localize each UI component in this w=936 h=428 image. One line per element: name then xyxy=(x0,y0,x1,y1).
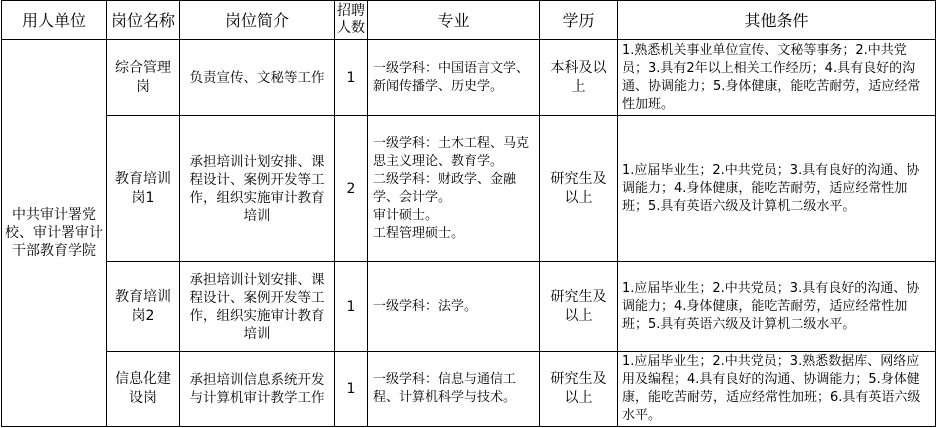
header-intro: 岗位简介 xyxy=(180,1,335,40)
major-requirement xyxy=(368,262,540,352)
major-requirement xyxy=(368,116,540,262)
major-line: 二级学科：财政学、金融学、会计学。 xyxy=(373,171,517,205)
hire-count: 1 xyxy=(335,262,368,352)
other-conditions: 1.应届毕业生；2.中共党员；3.具有良好的沟通、协调能力；4.身体健康，能吃苦耐劳，适应经常性加班；5.具有英语六级及计算机二级水平。 xyxy=(618,116,936,262)
hire-count: 1 xyxy=(335,352,368,427)
position-name: 教育培训岗1 xyxy=(107,116,180,262)
major-line: 一级学科：中国语言文学、新闻传播学、历史学。 xyxy=(373,60,530,94)
header-count: 招聘人数 xyxy=(335,1,368,40)
header-major: 专业 xyxy=(368,1,540,40)
unit-name: 中共审计署党校、审计署审计干部教育学院 xyxy=(2,40,107,427)
major-line: 工程管理硕士。 xyxy=(373,225,465,241)
other-conditions: 1.应届毕业生；2.中共党员；3.熟悉数据库、网络应用及编程；4.具有良好的沟通、协调能力；5.身体健康，能吃苦耐劳，适应经常性加班；6.具有英语六级水平。 xyxy=(618,352,936,427)
position-intro: 负责宣传、文秘等工作 xyxy=(180,40,335,116)
position-name: 综合管理岗 xyxy=(107,40,180,116)
position-name: 教育培训岗2 xyxy=(107,262,180,352)
table-row xyxy=(2,352,936,427)
table-row xyxy=(2,262,936,352)
education-requirement: 研究生及以上 xyxy=(540,262,618,352)
education-requirement: 研究生及以上 xyxy=(540,116,618,262)
table-row xyxy=(2,40,936,116)
header-position: 岗位名称 xyxy=(107,1,180,40)
major-line: 一级学科：法学。 xyxy=(373,298,478,314)
position-name: 信息化建设岗 xyxy=(107,352,180,427)
position-intro: 承担培训信息系统开发与计算机审计教学工作 xyxy=(180,352,335,427)
major-line: 一级学科：信息与通信工程、计算机科学与技术。 xyxy=(373,372,517,405)
header-education: 学历 xyxy=(540,1,618,40)
position-intro: 承担培训计划安排、课程设计、案例开发等工作，组织实施审计教育培训 xyxy=(180,262,335,352)
position-intro: 承担培训计划安排、课程设计、案例开发等工作，组织实施审计教育培训 xyxy=(180,116,335,262)
other-conditions: 1.应届毕业生；2.中共党员；3.具有良好的沟通、协调能力；4.身体健康，能吃苦耐劳，适应经常性加班；5.具有英语六级及计算机二级水平。 xyxy=(618,262,936,352)
major-line: 一级学科：土木工程、马克思主义理论、教育学。 xyxy=(373,135,530,169)
education-requirement: 本科及以上 xyxy=(540,40,618,116)
education-requirement: 研究生及以上 xyxy=(540,352,618,427)
major-line: 审计硕士。 xyxy=(373,207,439,223)
recruitment-table xyxy=(1,0,936,427)
major-requirement xyxy=(368,352,540,427)
hire-count: 2 xyxy=(335,116,368,262)
major-requirement xyxy=(368,40,540,116)
header-row xyxy=(2,1,936,40)
header-other: 其他条件 xyxy=(618,1,936,40)
hire-count: 1 xyxy=(335,40,368,116)
header-unit: 用人单位 xyxy=(2,1,107,40)
other-conditions: 1.熟悉机关事业单位宣传、文秘等事务；2.中共党员；3.具有2年以上相关工作经历；4.具有良好的沟通、协调能力；5.身体健康，能吃苦耐劳，适应经常性加班。 xyxy=(618,40,936,116)
table-row xyxy=(2,116,936,262)
